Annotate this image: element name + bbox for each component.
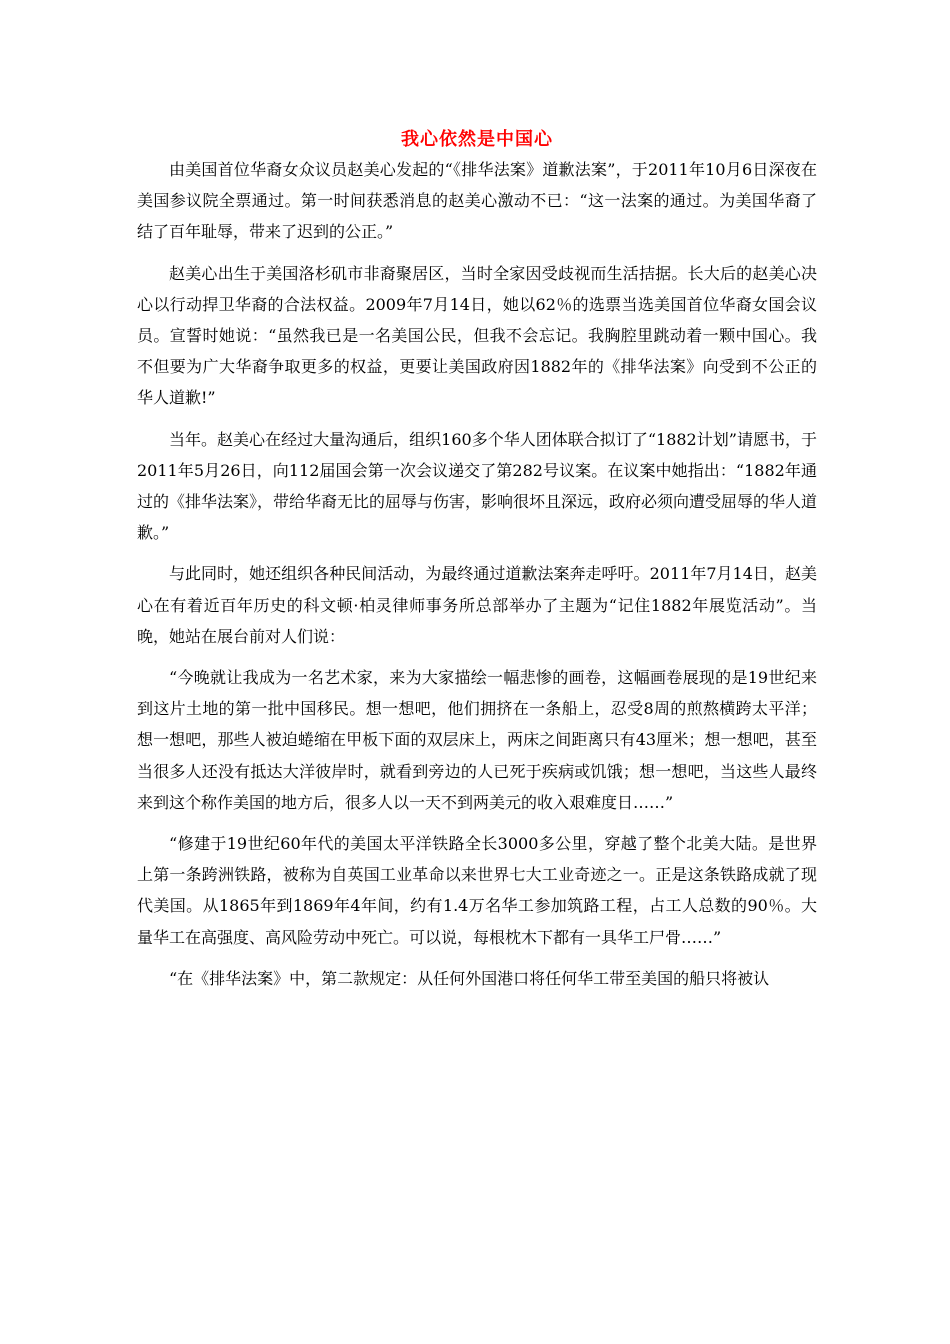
article-title: 我心依然是中国心 [401,129,553,150]
paragraph-2: 赵美心出生于美国洛杉矶市非裔聚居区，当时全家因受歧视而生活拮据。长大后的赵美心决心以行动捍卫华裔的合法权益。2009年7月14日，她以62％的选票当选美国首位华裔女国会议员。宣誓时她说：“虽然我已是一名美国公民，但我不会忘记。我胸腔里跳动着一颗中国心。我不但要为广大华裔争取更多的权益，更要让美国政府因1882年的《排华法案》向受到不公正的华人道歉!” [137,263,817,408]
paragraph-5: “今晚就让我成为一名艺术家，来为大家描绘一幅悲惨的画卷，这幅画卷展现的是19世纪来到这片土地的第一批中国移民。想一想吧，他们拥挤在一条船上，忍受8周的煎熬横跨太平洋；想一想吧，那些人被迫蜷缩在甲板下面的双层床上，两床之间距离只有43厘米；想一想吧，甚至当很多人还没有抵达大洋彼岸时，就看到旁边的人已死于疾病或饥饿；想一想吧，当这些人最终来到这个称作美国的地方后，很多人以一天不到两美元的收入艰难度日……” [137,668,817,812]
paragraph-1: 由美国首位华裔女众议员赵美心发起的“《排华法案》道歉法案”，于2011年10月6日深夜在美国参议院全票通过。第一时间获悉消息的赵美心激动不已：“这一法案的通过。为美国华裔了结了百年耻辱，带来了迟到的公正。” [137,160,817,242]
article-body [137,128,817,1004]
paragraph-4: 与此同时，她还组织各种民间活动，为最终通过道歉法案奔走呼吁。2011年7月14日，赵美心在有着近百年历史的科文顿·柏灵律师事务所总部举办了主题为“记住1882年展览活动”。当晚，她站在展台前对人们说： [137,564,817,646]
paragraph-7: “在《排华法案》中，第二款规定：从任何外国港口将任何华工带至美国的船只将被认 [169,968,770,988]
paragraph-6: “修建于19世纪60年代的美国太平洋铁路全长3000多公里，穿越了整个北美大陆。是世界上第一条跨洲铁路，被称为自英国工业革命以来世界七大工业奇迹之一。正是这条铁路成就了现代美国。从1865年到1869年4年间，约有1.4万名华工参加筑路工程，占工人总数的90％。大量华工在高强度、高风险劳动中死亡。可以说，每根枕木下都有一具华工尸骨……” [137,834,817,947]
paragraph-3: 当年。赵美心在经过大量沟通后，组织160多个华人团体联合拟订了“1882计划”请愿书，于2011年5月26日，向112届国会第一次会议递交了第282号议案。在议案中她指出：“1882年通过的《排华法案》，带给华裔无比的屈辱与伤害，影响很坏且深远，政府必须向遭受屈辱的华人道歉。” [137,429,818,543]
